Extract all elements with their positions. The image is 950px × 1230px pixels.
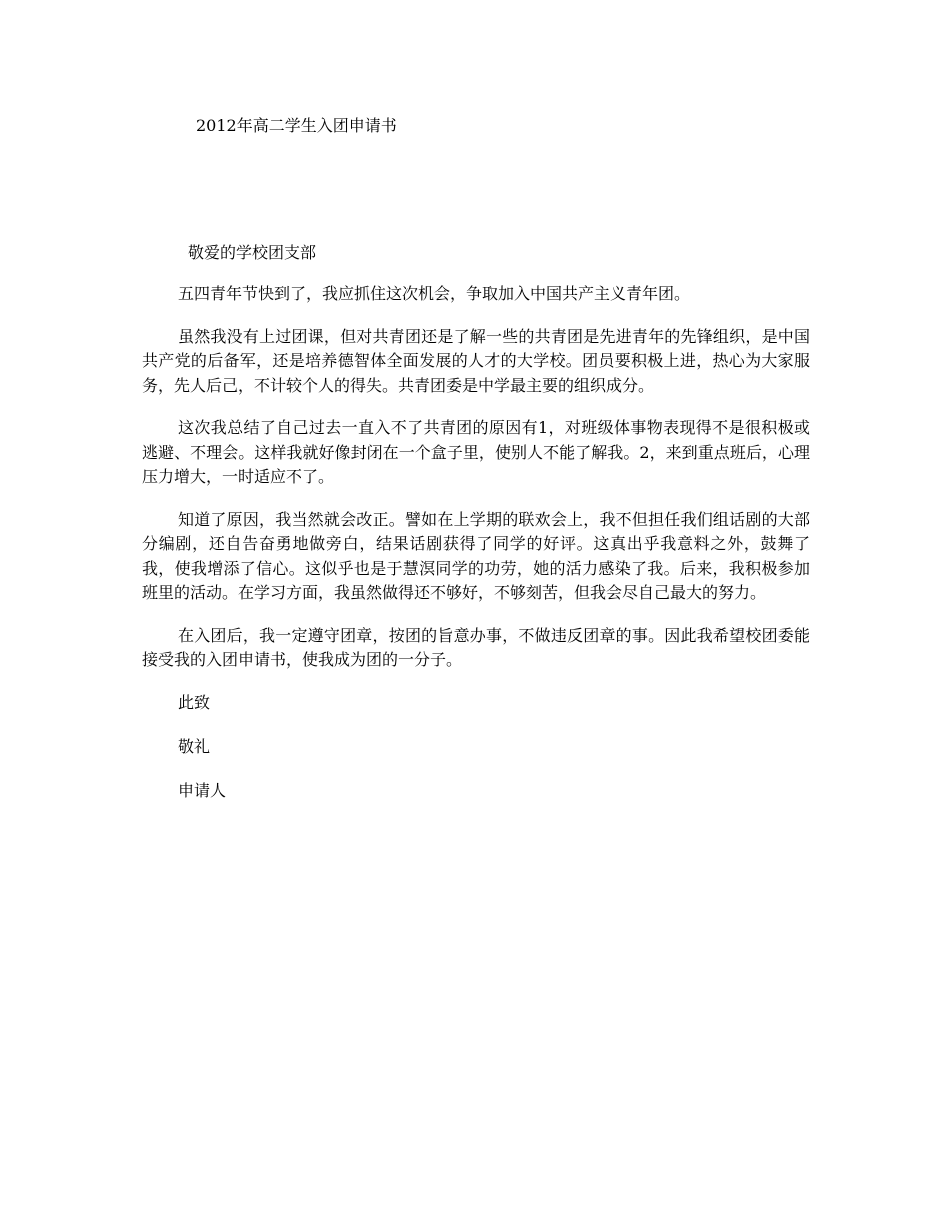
closing-cizhi: 此致 — [178, 692, 211, 712]
paragraph-intro: 五四青年节快到了，我应抓住这次机会，争取加入中国共产主义青年团。 — [178, 284, 691, 303]
document-title: 2012年高二学生入团申请书 — [196, 116, 397, 135]
letter-body — [142, 282, 810, 823]
applicant-label: 申请人 — [178, 780, 227, 800]
paragraph-improvement: 知道了原因，我当然就会改正。譬如在上学期的联欢会上，我不但担任我们组话剧的大部分编剧，还自告奋勇地做旁白，结果话剧获得了同学的好评。这真出乎我意料之外，鼓舞了我，使我增添了信心。这似乎也是于慧溟同学的功劳，她的活力感染了我。后来，我积极参加班里的活动。在学习方面，我虽然做得还不够好，不够刻苦，但我会尽自己最大的努力。 — [142, 509, 810, 602]
paragraph-reasons: 这次我总结了自己过去一直入不了共青团的原因有1，对班级体事物表现得不是很积极或逃避、不理会。这样我就好像封闭在一个盒子里，使别人不能了解我。2，来到重点班后，心理压力增大，一时适应不了。 — [142, 418, 810, 486]
paragraph-pledge: 在入团后，我一定遵守团章，按团的旨意办事，不做违反团章的事。因此我希望校团委能接受我的入团申请书，使我成为团的一分子。 — [142, 625, 810, 669]
paragraph-understanding: 虽然我没有上过团课，但对共青团还是了解一些的共青团是先进青年的先锋组织，是中国共产党的后备军，还是培养德智体全面发展的人才的大学校。团员要积极上进，热心为大家服务，先人后己，不计较个人的得失。共青团委是中学最主要的组织成分。 — [142, 326, 810, 395]
closing-jingli: 敬礼 — [178, 736, 211, 756]
salutation: 敬爱的学校团支部 — [188, 243, 317, 262]
